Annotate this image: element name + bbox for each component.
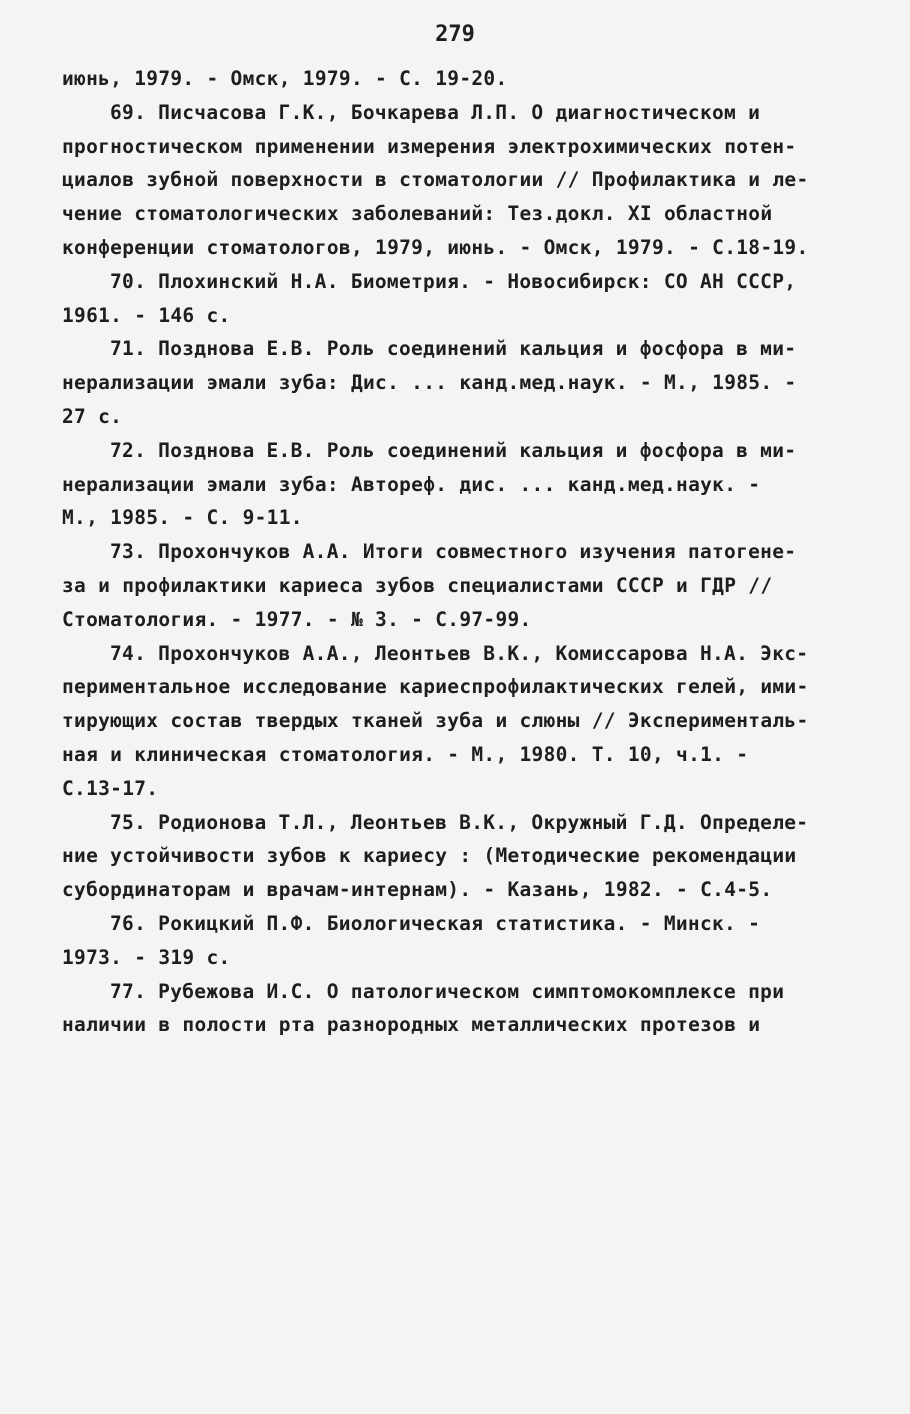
text-line: 1961. - 146 с.: [62, 303, 231, 327]
text-line: 69. Писчасова Г.К., Бочкарева Л.П. О диагностическом и: [110, 100, 761, 124]
text-line: ная и клиническая стоматология. - М., 1980. Т. 10, ч.1. -: [62, 742, 749, 766]
text-line: С.13-17.: [62, 776, 159, 800]
text-line: ние устойчивости зубов к кариесу : (Методические рекомендации: [62, 844, 797, 868]
bibliography-text: [62, 62, 862, 1042]
text-line: конференции стоматологов, 1979, июнь. - Омск, 1979. - С.18-19.: [62, 235, 809, 259]
text-line: 76. Рокицкий П.Ф. Биологическая статистика. - Минск. -: [110, 911, 761, 935]
text-line: тирующих состав твердых тканей зуба и слюны // Эксперименталь-: [62, 709, 809, 733]
text-line: 70. Плохинский Н.А. Биометрия. - Новосибирск: СО АН СССР,: [110, 269, 797, 293]
text-line: нерализации эмали зуба: Дис. ... канд.мед.наук. - М., 1985. -: [62, 371, 797, 395]
text-line: 74. Прохончуков А.А., Леонтьев В.К., Комиссарова Н.А. Экс-: [110, 641, 809, 665]
text-line: нерализации эмали зуба: Автореф. дис. ... канд.мед.наук. -: [62, 472, 761, 496]
text-line: Стоматология. - 1977. - № 3. - С.97-99.: [62, 607, 532, 631]
text-line: 77. Рубежова И.С. О патологическом симптомокомплексе при: [110, 979, 785, 1003]
text-line: 73. Прохончуков А.А. Итоги совместного изучения патогене-: [110, 540, 797, 564]
text-line: М., 1985. - С. 9-11.: [62, 506, 303, 530]
text-line: 75. Родионова Т.Л., Леонтьев В.К., Окружный Г.Д. Определе-: [110, 810, 809, 834]
text-line: субординаторам и врачам-интернам). - Казань, 1982. - С.4-5.: [62, 878, 773, 902]
text-line: периментальное исследование кариеспрофилактических гелей, ими-: [62, 675, 809, 699]
text-line: 72. Позднова Е.В. Роль соединений кальция и фосфора в ми-: [110, 438, 797, 462]
text-line: чение стоматологических заболеваний: Тез.докл. XI областной: [62, 202, 773, 226]
text-line: 71. Позднова Е.В. Роль соединений кальция и фосфора в ми-: [110, 337, 797, 361]
page-number: 279: [435, 22, 475, 47]
text-line: за и профилактики кариеса зубов специалистами СССР и ГДР //: [62, 573, 773, 597]
text-line: прогностическом применении измерения электрохимических потен-: [62, 134, 797, 158]
text-line: циалов зубной поверхности в стоматологии // Профилактика и ле-: [62, 168, 809, 192]
text-line: 27 с.: [62, 404, 123, 428]
text-line: июнь, 1979. - Омск, 1979. - С. 19-20.: [62, 67, 508, 90]
text-line: наличии в полости рта разнородных металлических протезов и: [62, 1013, 761, 1037]
text-line: 1973. - 319 с.: [62, 945, 231, 969]
